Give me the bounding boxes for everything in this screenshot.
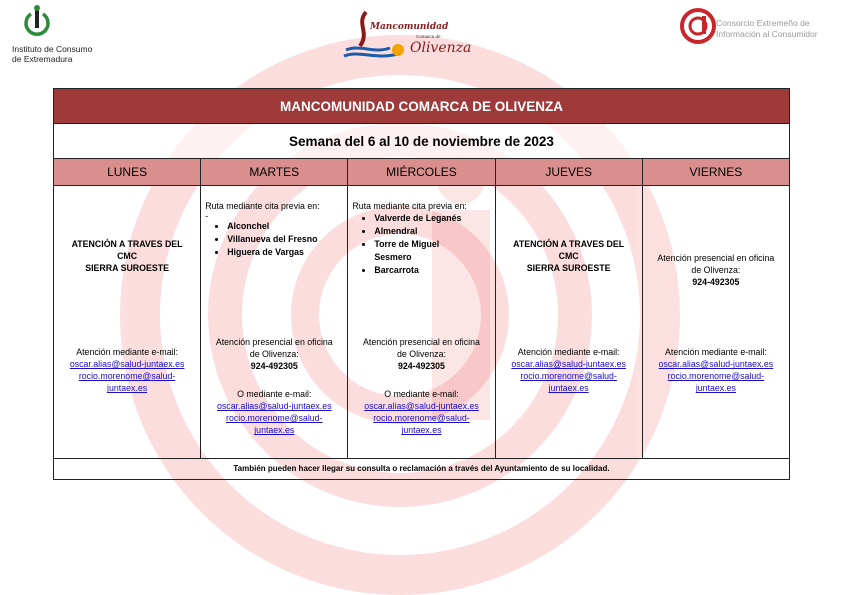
friday-phone: 924-492305 [692,277,740,288]
logo-left-line1: Instituto de Consumo [12,44,93,54]
logo-mid-line1: Mancomunidad [370,22,449,32]
wednesday-town: • Torre de Miguel Sesmero [374,238,464,264]
wednesday-route-label: Ruta mediante cita previa en: [352,201,467,212]
thursday-email-rocio-part1: rocio.morenome@salud- [520,371,617,382]
logo-mid-line3: Olivenza [410,40,472,56]
monday-email-rocio-part2: juntaex.es [107,383,148,394]
tuesday-town: • Alconchel [227,220,347,233]
friday-email-label: Atención mediante e-mail: [665,347,767,358]
monday-cmc-line3: SIERRA SUROESTE [85,263,169,274]
schedule-table [53,88,790,480]
logo-right-line2: Información al Consumidor [716,29,818,39]
instituto-consumo-icon [22,4,52,42]
footer-note: También pueden hacer llegar su consulta o reclamación a través del Ayuntamiento de su localidad. [54,458,790,479]
table-title: MANCOMUNIDAD COMARCA DE OLIVENZA [54,89,790,124]
tuesday-alt-email-label: O mediante e-mail: [237,389,312,400]
wednesday-email-rocio-part2: juntaex.es [401,425,442,436]
wednesday-cell [348,186,495,458]
wednesday-town: • Valverde de Leganés [374,212,494,225]
monday-email-rocio[interactable] [54,370,200,394]
consorcio-logo [678,6,838,56]
wednesday-alt-email-label: O mediante e-mail: [384,389,459,400]
thursday-email-rocio[interactable] [496,370,642,394]
friday-email-rocio-part2: juntaex.es [695,383,736,394]
tuesday-email-rocio-part2: juntaex.es [254,425,295,436]
day-header-tuesday: MARTES [201,159,348,186]
wednesday-town: • Barcarrota [374,264,494,277]
week-range: Semana del 6 al 10 de noviembre de 2023 [54,124,790,159]
tuesday-office-line2: de Olivenza: [249,349,299,360]
mancomunidad-logo [340,10,470,68]
friday-email-rocio-part1: rocio.morenome@salud- [667,371,765,382]
friday-email-oscar[interactable]: oscar.alias@salud-juntaex.es [658,359,774,370]
logo-left-line2: de Extremadura [12,54,73,64]
wednesday-email-oscar[interactable]: oscar.alias@salud-juntaex.es [364,401,479,412]
wednesday-town: • Almendral [374,225,494,238]
monday-email-rocio-part1: rocio.morenome@salud- [78,371,176,382]
tuesday-office-line1: Atención presencial en oficina [215,337,333,348]
friday-office-line2: de Olivenza: [691,265,741,276]
wednesday-email-rocio-part1: rocio.morenome@salud- [373,413,470,424]
thursday-email-oscar[interactable]: oscar.alias@salud-juntaex.es [511,359,626,370]
monday-email-label: Atención mediante e-mail: [76,347,178,358]
tuesday-email-rocio[interactable] [201,412,347,436]
tuesday-town: • Higuera de Vargas [227,246,347,259]
monday-cmc-line1: ATENCIÓN A TRAVES DEL [71,239,183,250]
tuesday-route-label: Ruta mediante cita previa en: [205,201,320,212]
day-header-wednesday: MIÉRCOLES [348,159,495,186]
day-header-thursday: JUEVES [495,159,642,186]
friday-office-line1: Atención presencial en oficina [657,253,775,264]
day-header-monday: LUNES [54,159,201,186]
thursday-email-label: Atención mediante e-mail: [517,347,620,358]
day-header-friday: VIERNES [642,159,789,186]
friday-email-rocio[interactable] [643,370,789,394]
logo-right-line1: Consorcio Extremeño de [716,18,810,28]
tuesday-route-dash: - [205,211,209,222]
monday-cell [54,186,201,458]
thursday-cmc-line2: CMC [558,251,579,262]
tuesday-email-oscar[interactable]: oscar.alias@salud-juntaex.es [217,401,332,412]
tuesday-town-list [205,220,347,259]
thursday-email-rocio-part2: juntaex.es [548,383,589,394]
thursday-cmc-line3: SIERRA SUROESTE [526,263,611,274]
consorcio-icon [680,6,716,46]
logo-mid-line2: Comarca de [416,34,441,39]
thursday-cell [495,186,642,458]
tuesday-cell [201,186,348,458]
tuesday-town: • Villanueva del Fresno [227,233,347,246]
thursday-cmc-line1: ATENCIÓN A TRAVES DEL [513,239,625,250]
tuesday-email-rocio-part1: rocio.morenome@salud- [226,413,323,424]
wednesday-office-line2: de Olivenza: [397,349,446,360]
instituto-consumo-logo [12,4,112,66]
friday-cell [642,186,789,458]
wednesday-town-list [352,212,494,277]
wednesday-office-line1: Atención presencial en oficina [363,337,480,348]
wednesday-email-rocio[interactable] [348,412,494,436]
mancomunidad-icon [340,10,410,68]
monday-email-oscar[interactable]: oscar.alias@salud-juntaex.es [69,359,185,370]
tuesday-phone: 924-492305 [250,361,298,372]
monday-cmc-line2: CMC [117,251,138,262]
wednesday-phone: 924-492305 [397,361,445,372]
